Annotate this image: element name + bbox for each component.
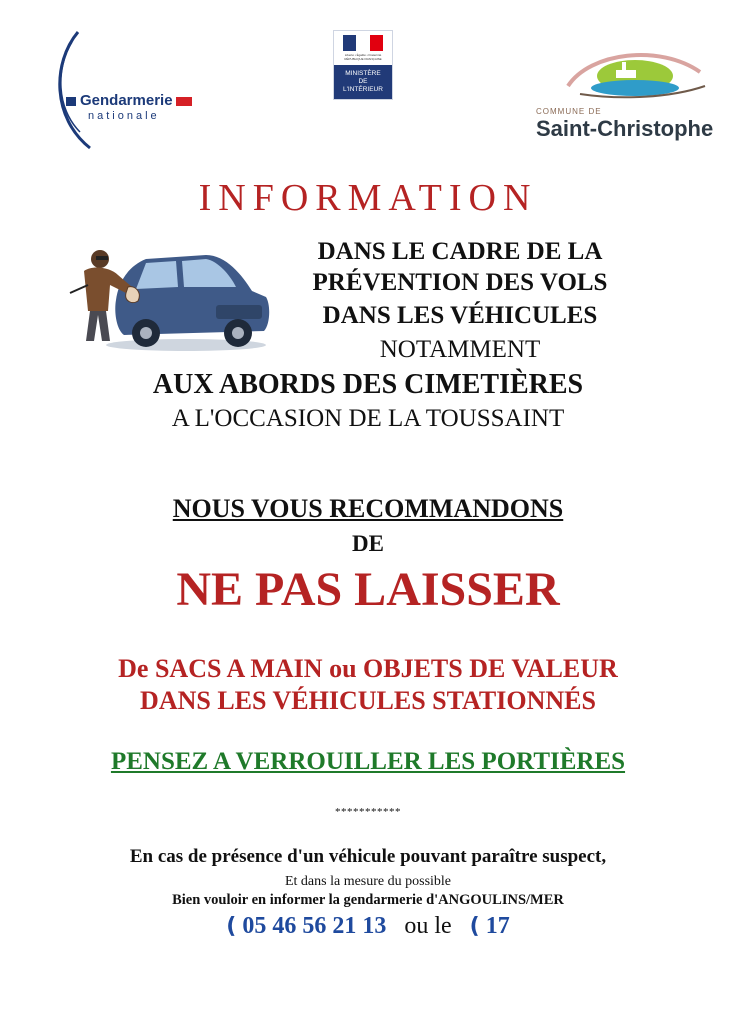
valuables-line-2: DANS LES VÉHICULES STATIONNÉS bbox=[140, 686, 596, 715]
valuables-line-1: De SACS A MAIN ou OBJETS DE VALEUR bbox=[118, 654, 618, 683]
toussaint-line: A L'OCCASION DE LA TOUSSAINT bbox=[171, 405, 565, 432]
intro-line-1: DANS LE CADRE DE LA bbox=[317, 238, 603, 265]
gendarmerie-name: Gendarmerie bbox=[80, 92, 173, 109]
village-emblem-icon bbox=[560, 46, 710, 106]
page-title: INFORMATION bbox=[198, 177, 538, 219]
saint-christophe-logo bbox=[530, 46, 730, 142]
intro-line-2: PRÉVENTION DES VOLS bbox=[312, 269, 608, 296]
phone-number-gendarmerie[interactable]: 05 46 56 21 13 bbox=[242, 913, 387, 939]
ministere-logo bbox=[333, 30, 393, 100]
ne-pas-laisser-headline: NE PAS LAISSER bbox=[176, 563, 560, 616]
recommendation-de: DE bbox=[352, 531, 384, 556]
intro-line-3: DANS LES VÉHICULES bbox=[322, 302, 598, 329]
possible-line: Et dans la mesure du possible bbox=[284, 874, 452, 889]
ministere-motto: Liberté • Égalité • Fraternité RÉPUBLIQUE FRANÇAISE bbox=[344, 53, 382, 61]
phone-or: ou le bbox=[404, 913, 452, 939]
phone-icon: ( bbox=[469, 914, 480, 939]
phone-icon: ( bbox=[226, 914, 237, 939]
car-thief-illustration-icon bbox=[66, 245, 272, 353]
lock-doors-advice: PENSEZ A VERROUILLER LES PORTIÈRES bbox=[110, 748, 626, 775]
phone-number-emergency[interactable]: 17 bbox=[485, 913, 510, 939]
gendarmerie-logo bbox=[50, 28, 210, 153]
republique-flag-icon bbox=[343, 35, 383, 51]
intro-line-4: NOTAMMENT bbox=[379, 336, 541, 363]
gendarmerie-subtitle: nationale bbox=[88, 110, 160, 122]
recommendation-heading: NOUS VOUS RECOMMANDONS bbox=[172, 494, 564, 523]
ministere-label: MINISTÈRE DE L'INTÉRIEUR bbox=[334, 65, 392, 99]
suspect-vehicle-line: En cas de présence d'un véhicule pouvant paraître suspect, bbox=[129, 846, 607, 867]
commune-name: Saint-Christophe bbox=[536, 116, 714, 141]
commune-label: COMMUNE DE bbox=[536, 107, 602, 116]
phone-numbers bbox=[0, 913, 736, 940]
separator: *********** bbox=[335, 806, 401, 818]
gendarmerie-arc-icon bbox=[50, 28, 110, 153]
inform-gendarmerie-line: Bien vouloir en informer la gendarmerie d'ANGOULINS/MER bbox=[172, 892, 564, 908]
cemeteries-heading: AUX ABORDS DES CIMETIÈRES bbox=[152, 369, 584, 400]
